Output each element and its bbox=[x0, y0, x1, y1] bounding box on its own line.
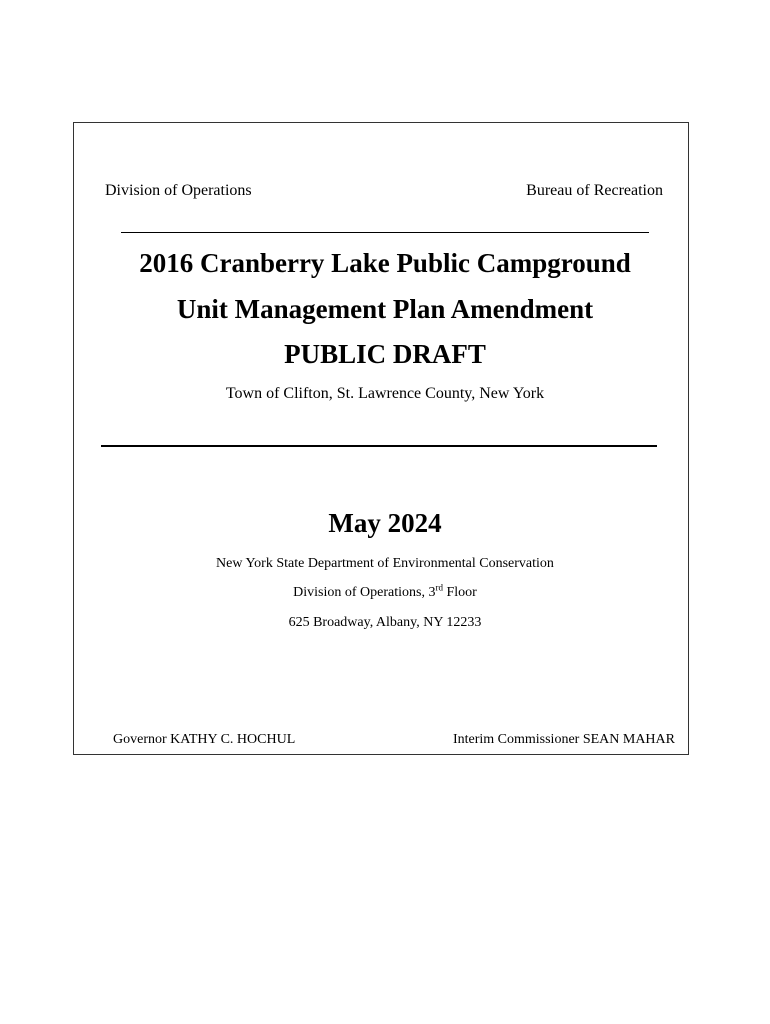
commissioner-name: Interim Commissioner SEAN MAHAR bbox=[452, 732, 675, 747]
publication-date: May 2024 bbox=[328, 508, 442, 538]
draft-label: PUBLIC DRAFT bbox=[284, 339, 486, 369]
division-floor-prefix: Division of Operations, 3 bbox=[293, 585, 436, 600]
section-divider bbox=[101, 445, 657, 447]
division-floor-suffix: Floor bbox=[442, 585, 477, 600]
header-rule bbox=[121, 232, 649, 233]
location-line: Town of Clifton, St. Lawrence County, New York bbox=[225, 385, 545, 402]
division-floor bbox=[0, 582, 770, 601]
header-division: Division of Operations bbox=[105, 182, 252, 199]
ordinal-suffix: rd bbox=[435, 582, 443, 593]
agency-name: New York State Department of Environmental Conservation bbox=[216, 556, 554, 571]
cover-border bbox=[73, 122, 689, 755]
document-title: 2016 Cranberry Lake Public Campground bbox=[139, 248, 631, 278]
document-subtitle: Unit Management Plan Amendment bbox=[176, 294, 594, 324]
header-bureau: Bureau of Recreation bbox=[526, 182, 663, 199]
street-address: 625 Broadway, Albany, NY 12233 bbox=[288, 615, 482, 630]
governor-name: Governor KATHY C. HOCHUL bbox=[113, 732, 296, 747]
